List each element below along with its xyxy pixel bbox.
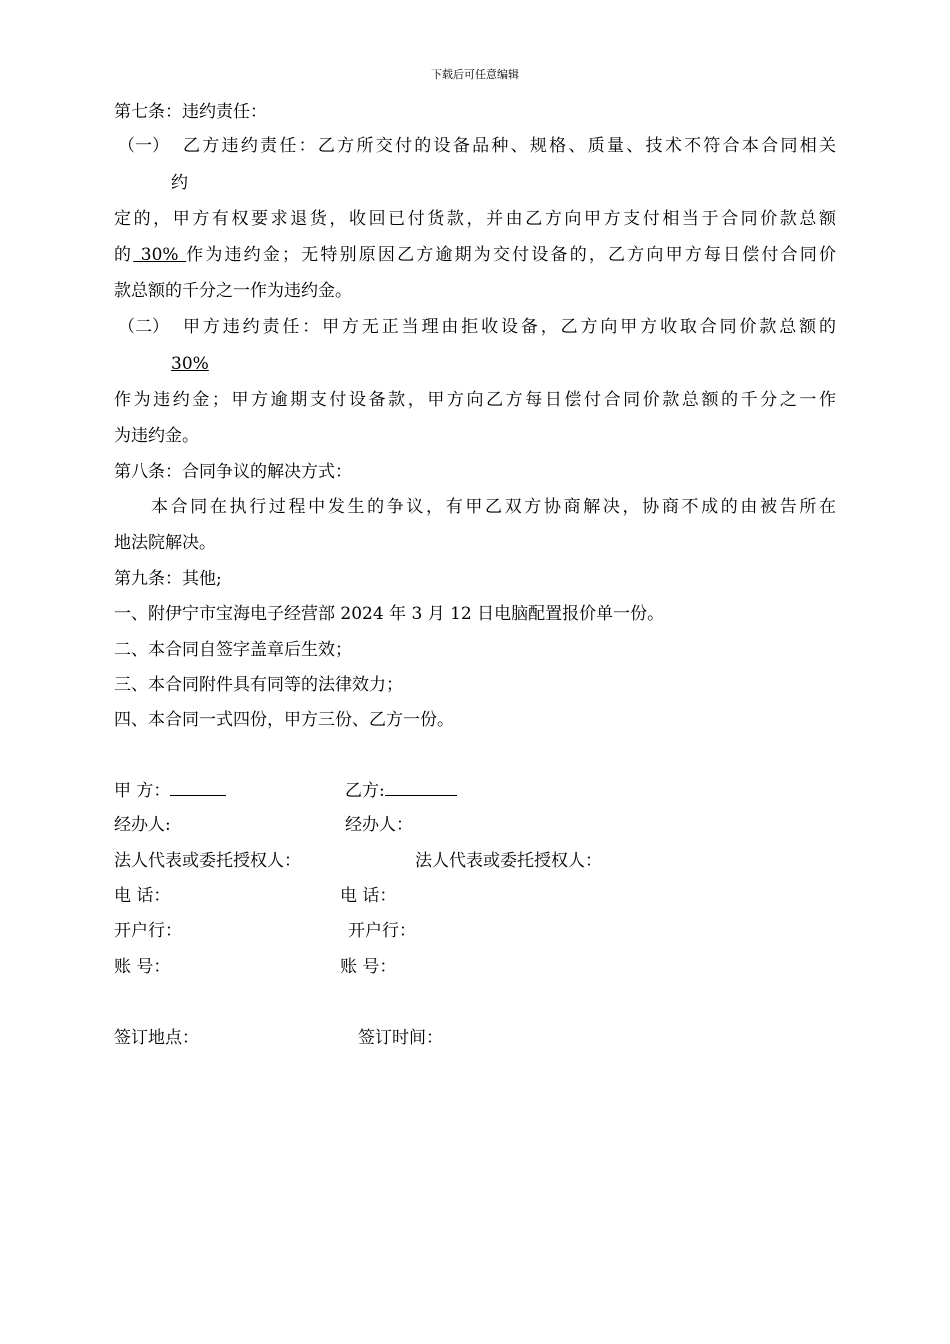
article7-item1-line5: 款总额的千分之一作为违约金。 bbox=[114, 281, 352, 301]
party-a-blank[interactable] bbox=[170, 779, 226, 796]
article9-title: 第九条：其他; bbox=[114, 569, 222, 589]
article7-item2-line3: 作为违约金；甲方逾期支付设备款，甲方向乙方每日偿付合同价款总额的千分之一作 bbox=[114, 390, 836, 410]
agent-a-label: 经办人: bbox=[114, 815, 171, 835]
agent-b-label: 经办人： bbox=[345, 815, 413, 835]
party-b-label bbox=[345, 779, 457, 802]
bank-b-label: 开户行： bbox=[348, 921, 416, 941]
article7-item1-line2: 约 bbox=[171, 173, 188, 193]
party-b-text: 乙方: bbox=[345, 781, 385, 801]
article7-item1-line4 bbox=[114, 244, 836, 266]
penalty-percentage-2: 30% bbox=[171, 354, 209, 374]
article8-line1: 本合同在执行过程中发生的争议，有甲乙双方协商解决，协商不成的由被告所在 bbox=[151, 497, 836, 517]
phone-a-label: 电 话： bbox=[114, 886, 171, 906]
article7-item2-line4: 为违约金。 bbox=[114, 426, 199, 446]
penalty-percentage-1: 30% bbox=[133, 245, 187, 265]
article7-title: 第七条：违约责任： bbox=[114, 102, 267, 122]
signing-time-label: 签订时间： bbox=[358, 1028, 443, 1048]
bank-a-label: 开户行： bbox=[114, 921, 182, 941]
article7-item1-prefix: （一） bbox=[118, 136, 169, 156]
article9-item4: 四、本合同一式四份，甲方三份、乙方一份。 bbox=[114, 710, 454, 730]
account-a-label: 账 号： bbox=[114, 957, 171, 977]
account-b-label: 账 号： bbox=[340, 957, 397, 977]
article7-item2-line1: 甲方违约责任：甲方无正当理由拒收设备，乙方向甲方收取合同价款总额的 bbox=[183, 317, 836, 337]
article9-item1: 一、附伊宁市宝海电子经营部 2024 年 3 月 12 日电脑配置报价单一份。 bbox=[114, 604, 665, 624]
phone-b-label: 电 话： bbox=[340, 886, 397, 906]
party-b-blank[interactable] bbox=[385, 779, 457, 796]
article8-line2: 地法院解决。 bbox=[114, 533, 216, 553]
party-a-text: 甲 方： bbox=[114, 781, 171, 801]
legal-rep-b-label: 法人代表或委托授权人： bbox=[415, 851, 602, 871]
article9-item3: 三、本合同附件具有同等的法律效力； bbox=[114, 675, 403, 695]
article9-item2: 二、本合同自签字盖章后生效； bbox=[114, 640, 352, 660]
article7-item1-line3: 定的，甲方有权要求退货，收回已付货款，并由乙方向甲方支付相当于合同价款总额 bbox=[114, 209, 836, 229]
page-header-note: 下载后可任意编辑 bbox=[431, 68, 519, 81]
article8-title: 第八条：合同争议的解决方式： bbox=[114, 462, 352, 482]
article7-item1-line1: 乙方违约责任：乙方所交付的设备品种、规格、质量、技术不符合本合同相关 bbox=[183, 136, 836, 156]
signing-place-label: 签订地点： bbox=[114, 1028, 199, 1048]
legal-rep-a-label: 法人代表或委托授权人： bbox=[114, 851, 301, 871]
party-a-label bbox=[114, 779, 226, 802]
article7-item2-prefix: （二） bbox=[118, 317, 169, 337]
article7-item1-line4-pre: 的 bbox=[114, 245, 134, 265]
article7-item1-line4-post: 作为违约金；无特别原因乙方逾期为交付设备的，乙方向甲方每日偿付合同价 bbox=[186, 245, 837, 265]
